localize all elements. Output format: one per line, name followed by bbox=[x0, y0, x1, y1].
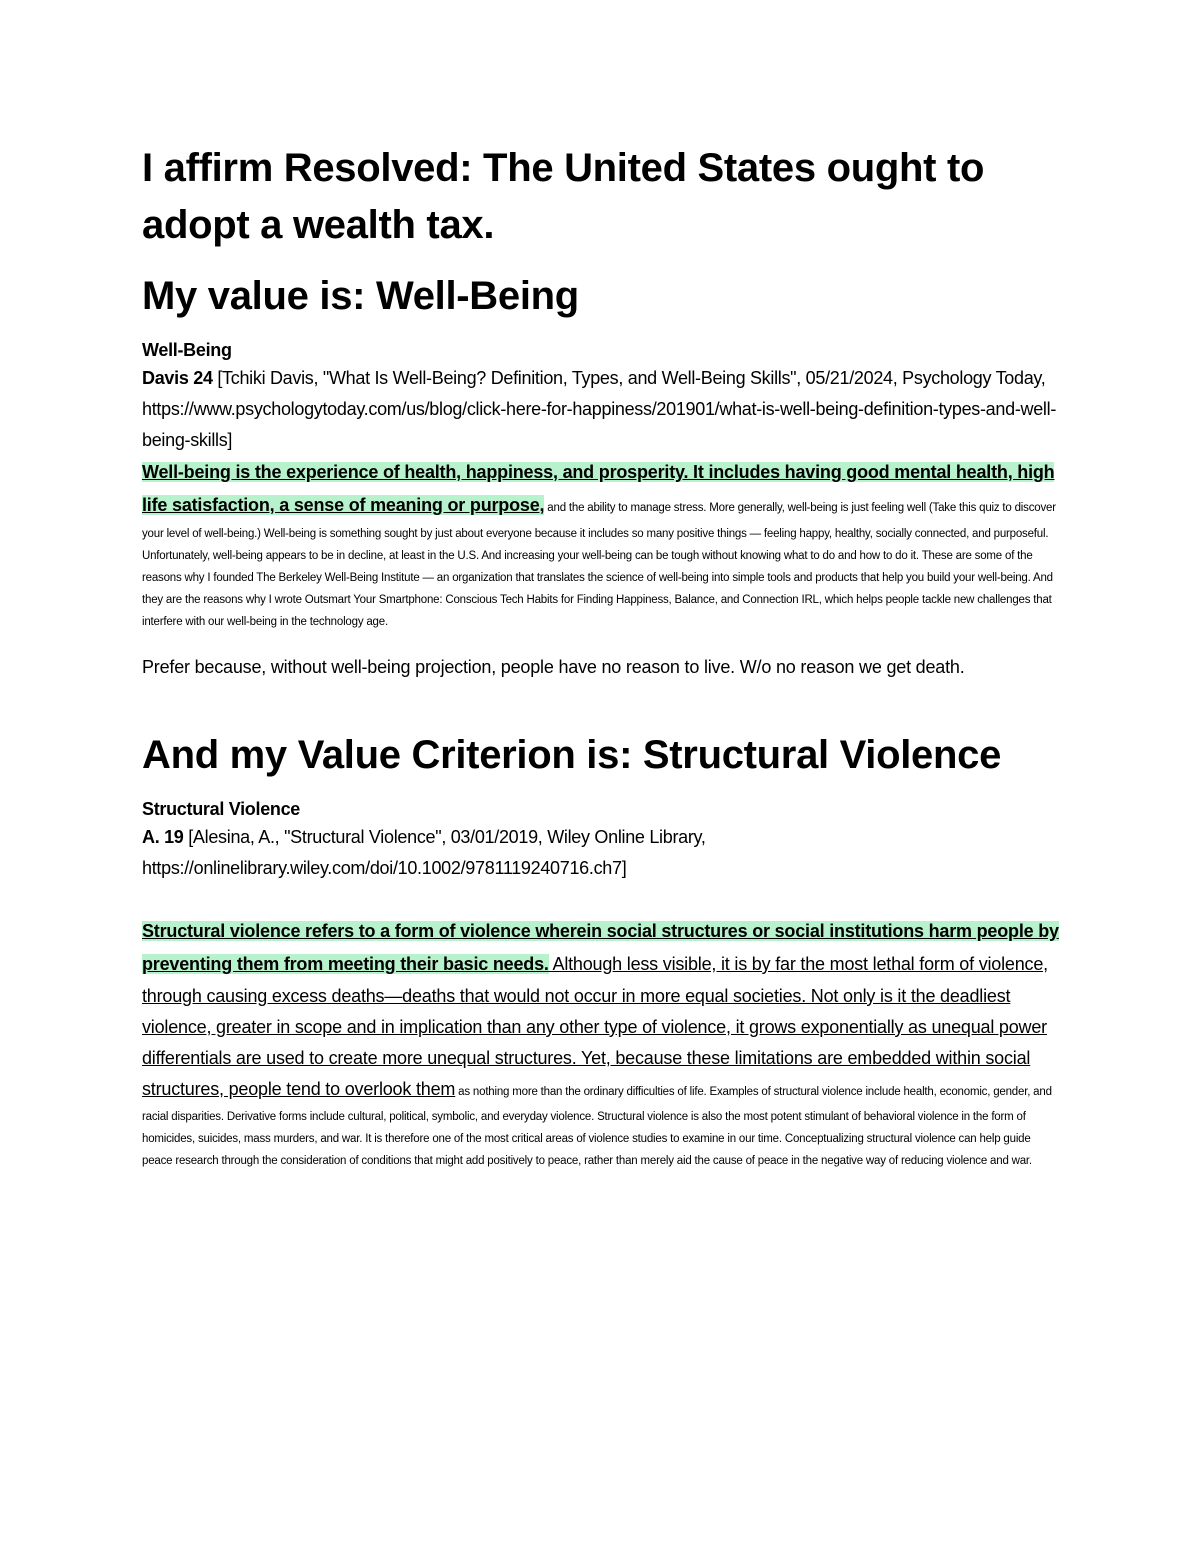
criterion-card-text bbox=[142, 915, 1062, 1171]
value-heading: My value is: Well-Being bbox=[142, 274, 579, 318]
value-analytic: Prefer because, without well-being projection, people have no reason to live. W/o no reason we get death. bbox=[142, 657, 965, 677]
value-card-citation bbox=[142, 363, 1062, 456]
value-small-text: and the ability to manage stress. More generally, well-being is just feeling well (Take this quiz to discover your level of well-being.) Well-being is something sought by just about everyone because it includes so many positive things — feeling happy, healthy, socially connected, and purposeful. Unfortunately, well-being appears to be in decline, at least in the U.S. And increasing your well-being can be tough without knowing what to do and how to do it. These are some of the reasons why I founded The Berkeley Well-Being Institute — an organization that translates the science of well-being into simple tools and products that help you build your well-being. And they are the reasons why I wrote Outsmart Your Smartphone: Conscious Tech Habits for Finding Happiness, Balance, and Connection IRL, which helps people tackle new challenges that interfere with our well-being in the technology age. bbox=[142, 502, 1056, 628]
value-cite-name: Davis 24 bbox=[142, 368, 213, 388]
criterion-cite-details: [Alesina, A., "Structural Violence", 03/01/2019, Wiley Online Library, https://onlinelibrary.wiley.com/doi/10.1002/9781119240716.ch7] bbox=[142, 827, 706, 878]
document-body bbox=[142, 140, 1062, 1171]
resolution-heading: I affirm Resolved: The United States ought to adopt a wealth tax. bbox=[142, 146, 985, 247]
criterion-highlighted-text: Structural violence refers to a form of violence wherein social structures or social institutions harm people by preventing them from meeting their basic needs. bbox=[142, 921, 1059, 974]
criterion-underlined-text: Although less visible, it is by far the most lethal form of violence, through causing excess deaths—deaths that would not occur in more equal societies. Not only is it the deadliest violence, greater in scope and in implication than any other type of violence, it grows exponentially as unequal power differentials are used to create more unequal structures. Yet, because these limitations are embedded within social structures, people tend to overlook them bbox=[142, 954, 1048, 1099]
value-cite-details: [Tchiki Davis, "What Is Well-Being? Definition, Types, and Well-Being Skills", 05/21/2024, Psychology Today, https://www.psychologytoday.com/us/blog/click-here-for-happiness/201901/what-is-well-being-definition-types-and-well-being-skills] bbox=[142, 368, 1057, 450]
criterion-heading: And my Value Criterion is: Structural Violence bbox=[142, 733, 1002, 777]
value-highlighted-text: Well-being is the experience of health, happiness, and prosperity. It includes having good mental health, high life satisfaction, a sense of meaning or purpose, bbox=[142, 462, 1055, 515]
criterion-card-citation bbox=[142, 822, 1062, 884]
criterion-cite-name: A. 19 bbox=[142, 827, 184, 847]
value-card-text bbox=[142, 456, 1062, 632]
blank-line bbox=[142, 884, 1062, 915]
value-card-tag: Well-Being bbox=[142, 340, 232, 360]
criterion-card-tag: Structural Violence bbox=[142, 799, 301, 819]
criterion-small-text: as nothing more than the ordinary difficulties of life. Examples of structural violence include health, economic, gender, and racial disparities. Derivative forms include cultural, political, symbolic, and everyday violence. Structural violence is also the most potent stimulant of behavioral violence in the form of homicides, suicides, mass murders, and war. It is therefore one of the most critical areas of violence studies to examine in our time. Conceptualizing structural violence can help guide peace research through the consideration of conditions that might add positively to peace, rather than merely aid the cause of peace in the negative way of reducing violence and war. bbox=[142, 1086, 1052, 1167]
